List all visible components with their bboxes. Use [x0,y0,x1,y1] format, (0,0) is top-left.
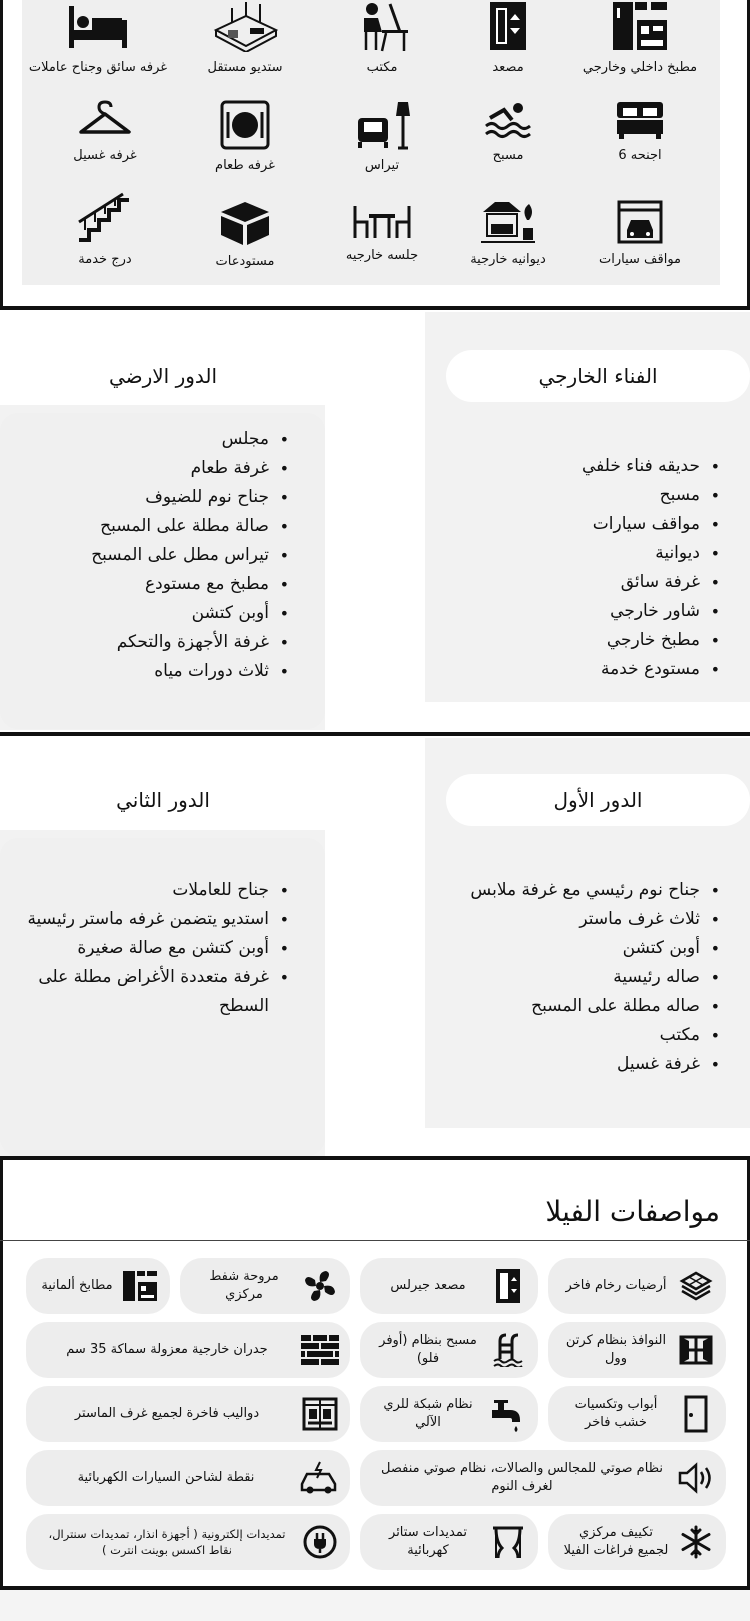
amenity-storage [175,200,315,269]
second-floor-title [0,774,326,826]
spec-label: مروحة شفط مركزي [209,1269,279,1302]
fan-icon [300,1266,340,1306]
spec-label: تكييف مركزي لجميع فراغات الفيلا [563,1525,669,1558]
amenity-label: مستودعات [215,254,275,269]
spec-label: نظام شبكة للري الآلي [383,1397,473,1430]
swimmer-icon [484,100,532,140]
box-icon [219,200,271,246]
outdoor-title [446,350,750,402]
second-floor-list [21,876,291,1021]
divider [0,1156,750,1160]
ev-charger-icon [298,1458,340,1498]
plug-icon [300,1522,340,1562]
curtains-icon [488,1522,528,1562]
list-item: • جناح للعاملات [21,876,291,905]
spec-wardrobes [26,1386,350,1442]
outdoor-card [425,432,750,702]
list-item: • مسبح [582,481,722,510]
spec-label: أرضيات رخام فاخر [565,1278,667,1293]
double-bed-icon [615,100,665,140]
first-floor-card [425,856,750,1124]
garage-icon [617,200,663,244]
speaker-icon [676,1458,716,1498]
list-item: • استديو يتضمن غرفه ماستر رئيسية [21,905,291,934]
list-item: • أوبن كتشن [91,599,291,628]
armchair-lamp-icon [354,100,410,150]
spec-label: أبواب وتكسيات خشب فاخر [574,1397,658,1430]
first-floor-title [446,774,750,826]
spec-exhaust-fan [180,1258,350,1314]
stairs-icon [77,192,133,244]
amenity-office [312,0,452,75]
elevator-icon [488,0,528,52]
amenity-label: درج خدمة [78,252,132,267]
spec-label: مطابخ ألمانية [41,1278,113,1293]
list-item: • صاله مطلة على المسبح [462,992,722,1021]
amenity-parking [570,200,710,267]
list-item: • غرفة متعددة الأغراض مطلة على السطح [21,963,291,1021]
spec-electric-curtains [360,1514,538,1570]
spec-label: مسبح بنظام (أوفر فلو) [379,1333,477,1366]
list-item: • ثلاث دورات مياه [91,657,291,686]
list-item: • غرفة طعام [91,454,291,483]
list-item: • حديقه فناء خلفي [582,452,722,481]
amenity-suites [570,100,710,163]
first-floor-title-text: الدور الأول [553,788,643,812]
amenity-label: غرفه طعام [215,158,275,173]
spec-label: النوافذ بنظام كرتن وول [565,1333,667,1366]
amenity-label: اجنحه 6 [618,148,662,163]
amenity-outdoor-seating [312,200,452,263]
outdoor-table-icon [351,200,413,240]
spec-curtain-wall [548,1322,726,1378]
amenity-laundry [35,100,175,163]
spec-label: تمديدات إلكترونية ( أجهزة انذار، تمديدات سنترال، نقاط اكسس بوينت انترت ) [48,1527,286,1557]
plate-icon [220,100,270,150]
amenity-terrace [312,100,452,173]
amenity-label: غرفه غسيل [73,148,137,163]
snowflake-icon [676,1522,716,1562]
ground-title [0,350,326,402]
list-item: • جناح نوم للضيوف [91,483,291,512]
spec-label: نقطة لشاحن السيارات الكهربائية [77,1470,255,1485]
amenity-label: ستديو مستقل [207,60,283,75]
list-item: • أوبن كتشن [462,934,722,963]
list-item: • شاور خارجي [582,597,722,626]
list-item: • جناح نوم رئيسي مع غرفة ملابس [462,876,722,905]
outdoor-list [582,452,722,684]
spec-central-ac [548,1514,726,1570]
brick-wall-icon [300,1330,340,1370]
list-item: • غرفة الأجهزة والتحكم [91,628,291,657]
window-icon [676,1330,716,1370]
amenity-service-stairs [35,192,175,267]
hanger-icon [77,100,133,140]
list-item: • صاله رئيسية [462,963,722,992]
amenity-studio [175,0,315,75]
wardrobe-icon [300,1394,340,1434]
second-floor-card [0,838,325,1156]
spec-german-kitchen [26,1258,170,1314]
spec-label: جدران خارجية معزولة سماكة 35 سم [66,1342,268,1357]
list-item: • مستودع خدمة [582,655,722,684]
list-item: • ديوانية [582,539,722,568]
amenity-kitchen [570,0,710,75]
list-item: • تيراس مطل على المسبح [91,541,291,570]
faucet-icon [488,1394,528,1434]
spec-label: دواليب فاخرة لجميع غرف الماستر [74,1406,260,1421]
spec-sound-system [360,1450,726,1506]
footer-strip [0,1590,750,1621]
pool-ladder-icon [488,1330,528,1370]
list-item: • مواقف سيارات [582,510,722,539]
spec-irrigation [360,1386,538,1442]
lounge-icon [479,200,537,244]
amenity-dining [175,100,315,173]
ground-title-text: الدور الارضي [108,364,218,388]
list-item: • مطبخ مع مستودع [91,570,291,599]
list-item: • صالة مطلة على المسبح [91,512,291,541]
spec-elevator [360,1258,538,1314]
ground-card [0,413,325,729]
spec-wood-doors [548,1386,726,1442]
divider [0,732,750,736]
amenity-label: تيراس [364,158,400,173]
spec-overflow-pool [360,1322,538,1378]
spec-label: مصعد جيرلس [390,1278,466,1293]
list-item: • مطبخ خارجي [582,626,722,655]
amenity-label: مواقف سيارات [599,252,681,267]
amenity-label: مطبخ داخلي وخارجي [582,60,698,75]
amenity-label: غرفه سائق وجناح عاملات [28,60,168,75]
first-floor-list [462,876,722,1079]
marble-tiles-icon [676,1266,716,1306]
studio-icon [210,0,280,52]
spec-label: تمديدات ستائر كهربائية [389,1525,467,1558]
amenity-label: مكتب [366,60,398,75]
amenity-label: ديوانيه خارجية [470,252,546,267]
outdoor-title-text: الفناء الخارجي [538,364,658,388]
amenity-driver-room [28,0,168,75]
amenity-pool [438,100,578,163]
bed-icon [67,0,129,52]
spec-insulated-walls [26,1322,350,1378]
list-item: • غرفة غسيل [462,1050,722,1079]
list-item: • مكتب [462,1021,722,1050]
amenity-label: مصعد [492,60,524,75]
kitchen-icon [120,1266,160,1306]
kitchen-icon [611,0,669,52]
amenity-elevator [438,0,578,75]
second-floor-title-text: الدور الثاني [116,788,210,812]
list-item: • مجلس [91,425,291,454]
amenity-label: جلسه خارجيه [345,248,419,263]
door-icon [676,1394,716,1434]
amenity-label: مسبح [492,148,524,163]
specs-title: مواصفات الفيلا [545,1195,720,1228]
office-desk-icon [354,0,410,52]
amenity-diwaniya [438,200,578,267]
list-item: • أوبن كتشن مع صالة صغيرة [21,934,291,963]
spec-marble [548,1258,726,1314]
spec-label: نظام صوتي للمجالس والصالات، نظام صوتي منفصل لغرف النوم [381,1461,663,1494]
spec-ev-charger [26,1450,350,1506]
spec-electronic-wiring [26,1514,350,1570]
list-item: • غرفة سائق [582,568,722,597]
ground-list [91,425,291,686]
elevator-icon [488,1266,528,1306]
list-item: • ثلاث غرف ماستر [462,905,722,934]
divider [0,1240,750,1241]
divider [0,306,750,310]
